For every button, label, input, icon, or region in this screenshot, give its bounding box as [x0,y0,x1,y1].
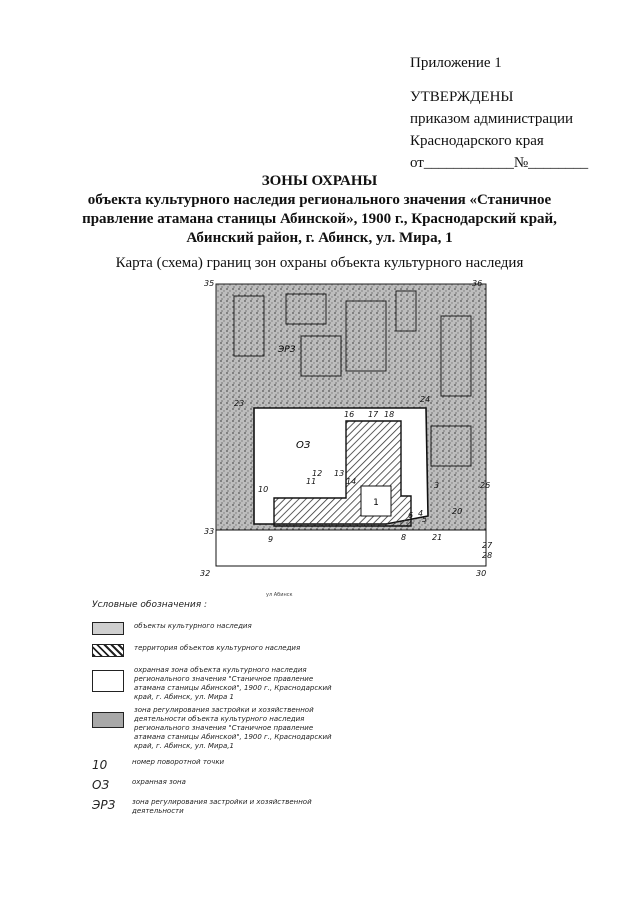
approved-by-order: приказом администрации [410,111,574,127]
point-label: 18 [384,410,395,419]
legend-item-label: территория объектов культурного наследия [134,644,301,652]
point-label: 30 [476,569,487,578]
appendix-label: Приложение 1 [410,55,502,71]
erz-label: ЭРЗ [278,345,296,355]
document-title [0,172,639,248]
approved-region: Краснодарского края [410,133,544,149]
point-label: 33 [204,527,215,536]
legend-swatch-oz [92,670,124,692]
point-label: 5 [422,515,428,524]
legend-code: ЭРЗ [92,798,116,812]
legend-item-label: охранная зона [132,778,186,786]
point-label: 16 [344,410,355,419]
heritage-building-number: 1 [373,498,379,508]
legend-item-label: зона регулирования застройки и хозяйственной деятельности объекта культурного наследия регионального значения "Станичное правление атамана станицы Абинской", 1900 г., Краснодарский край, г. Абинск, ул. Мира,1 [134,706,332,750]
legend-title: Условные обозначения : [92,600,208,610]
legend-item [92,778,332,792]
point-label: 3 [434,481,440,490]
title-line-3: правление атамана станицы Абинской», 1900 г., Краснодарский край, [82,211,557,227]
legend-item-label: объекты культурного наследия [134,622,252,630]
approved-date-number: от____________№________ [410,155,589,171]
legend-code: 10 [92,758,108,772]
approval-block [410,52,588,174]
legend-swatch-erz [92,712,124,728]
legend-swatch-heritage-object [92,622,124,635]
point-label: 28 [482,551,493,560]
legend-item-label: зона регулирования застройки и хозяйственной деятельности [132,798,312,815]
point-label: 21 [432,533,443,542]
point-label: 11 [306,477,317,486]
point-label: 13 [334,469,345,478]
point-label: 24 [420,395,431,404]
zone-map-svg [196,276,496,604]
title-line-1: ЗОНЫ ОХРАНЫ [261,173,378,189]
legend-item [92,706,334,751]
point-label: 26 [480,481,491,490]
point-label: 20 [452,507,463,516]
map-footer-text: ул Абинск [266,592,293,598]
point-label: 23 [234,399,245,408]
map-caption: Карта (схема) границ зон охраны объекта культурного наследия [115,255,524,271]
oz-label: ОЗ [296,440,311,451]
point-label: 4 [418,509,424,518]
legend-item [92,622,334,635]
point-label: 27 [482,541,493,550]
legend-item-label: номер поворотной точки [132,758,225,766]
point-label: 14 [346,477,357,486]
point-label: 12 [312,469,323,478]
legend-item [92,644,334,657]
point-label: 8 [401,533,407,542]
legend-item [92,666,334,702]
title-line-4: Абинский район, г. Абинск, ул. Мира, 1 [186,230,453,246]
point-label: 9 [268,535,274,544]
legend [92,600,392,815]
approved-label: УТВЕРЖДЕНЫ [410,89,514,105]
point-label: 35 [204,279,215,288]
legend-item [92,798,332,816]
zone-map [196,276,496,604]
point-label: 6 [408,511,414,520]
point-label: 17 [368,410,379,419]
legend-swatch-heritage-territory [92,644,124,657]
point-label: 36 [472,279,483,288]
legend-item [92,758,332,772]
point-label: 32 [200,569,211,578]
legend-code: ОЗ [92,778,110,792]
point-label: 10 [258,485,269,494]
street-strip [216,530,486,566]
legend-item-label: охранная зона объекта культурного наследия регионального значения "Станичное правление атамана станицы Абинской", 1900 г., Краснодарский край, г. Абинск, ул. Мира 1 [134,666,332,701]
title-line-2: объекта культурного наследия регионального значения «Станичное [87,192,552,208]
